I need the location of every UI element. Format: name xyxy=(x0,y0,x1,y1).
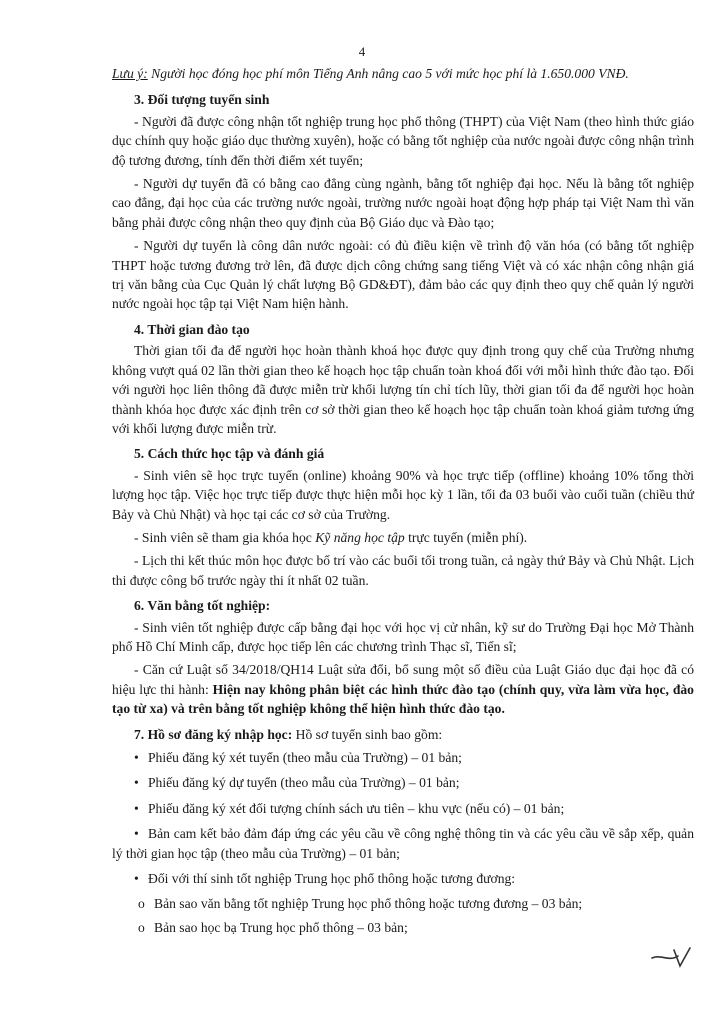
s4-paragraph-1: Thời gian tối đa để người học hoàn thành khoá học được quy định trong quy chế của Trường nhưng không vượt quá 02 lần thời gian theo kế hoạch học tập chuẩn toàn khoá đối với mỗi hình thức đào tạo. Đối với người học liên thông đã được miễn trừ khối lượng tín chỉ tích lũy, thời gian tối đa để người học hoàn thành khóa học được xác định trên cơ sở thời gian theo kế hoạch học tập chuẩn toàn khoá giảm tương ứng với khối lượng được miễn trừ. xyxy=(112,343,694,436)
note-text: Người học đóng học phí môn Tiếng Anh nâng cao 5 với mức học phí là 1.650.000 VNĐ. xyxy=(147,66,629,81)
s3-paragraph-2: - Người dự tuyển đã có bằng cao đẳng cùng ngành, bằng tốt nghiệp đại học. Nếu là bằng tốt nghiệp cao đẳng, đại học của các trường nước ngoài, trường nước ngoài hoạt động hợp pháp tại Việt Nam thì văn bằng phải được công nhận theo quy định của Bộ Giáo dục và Đào tạo; xyxy=(112,176,694,230)
bullet-marker: • xyxy=(134,800,139,816)
section-5-heading: 5. Cách thức học tập và đánh giá xyxy=(134,446,325,462)
s6-paragraph-1: - Sinh viên tốt nghiệp được cấp bằng đại học với học vị cử nhân, kỹ sư do Trường Đại học Mở Thành phố Hồ Chí Minh cấp, được học tiếp lên các chương trình Thạc sĩ, Tiến sĩ; xyxy=(112,619,694,654)
initial-signature xyxy=(650,944,694,970)
document-body xyxy=(112,64,694,941)
section-3-heading: 3. Đối tượng tuyển sinh xyxy=(134,92,270,108)
s7-intro: Hồ sơ tuyển sinh bao gồm: xyxy=(292,726,443,742)
note-label: Lưu ý: xyxy=(112,66,148,81)
bullet-marker: • xyxy=(134,775,139,791)
course-name: Kỹ năng học tập xyxy=(315,529,405,545)
bullet-marker: • xyxy=(134,826,139,842)
s6-p2-bold: Hiện nay không phân biệt các hình thức đào tạo (chính quy, vừa làm vừa học, đào tạo từ xa) và trên bằng tốt nghiệp không thể hiện hình thức đào tạo. xyxy=(112,681,694,717)
s3-paragraph-3: - Người dự tuyển là công dân nước ngoài: có đủ điều kiện về trình độ văn hóa (có bằng tốt nghiệp THPT hoặc tương đương trở lên, đã được dịch công chứng sang tiếng Việt và có xác nhận công nhận giá trị văn bằng của Cục Quản lý chất lượng Bộ GD&ĐT), đảm bảo các quy định theo quy chế quản lý người nước ngoài học tập tại Việt Nam hiện hành. xyxy=(112,238,694,312)
sub-marker: o xyxy=(138,919,145,935)
fee-note xyxy=(112,64,694,83)
s6-paragraph-2 xyxy=(112,660,694,718)
sub-marker: o xyxy=(138,896,145,912)
list-item: • Phiếu đăng ký dự tuyển (theo mẫu của Trường) – 01 bản; xyxy=(112,773,694,792)
sub-list-item: o Bản sao văn bằng tốt nghiệp Trung học phổ thông hoặc tương đương – 03 bản; xyxy=(112,894,694,913)
list-item: • Phiếu đăng ký xét tuyển (theo mẫu của Trường) – 01 bản; xyxy=(112,748,694,767)
s5-p2-post: trực tuyến (miễn phí). xyxy=(404,529,528,545)
section-4-heading: 4. Thời gian đào tạo xyxy=(134,321,250,337)
section-6-heading: 6. Văn bằng tốt nghiệp: xyxy=(134,598,271,614)
s5-paragraph-1: - Sinh viên sẽ học trực tuyến (online) khoảng 90% và học trực tiếp (offline) khoảng 10% tổng thời lượng học tập. Việc học trực tiếp được thực hiện mỗi học kỳ 1 lần, tối đa 03 buổi vào cuối tuần (chiều thứ Bảy và Chủ Nhật) và học tại các cơ sở của Trường. xyxy=(112,467,694,522)
list-item: • Phiếu đăng ký xét đối tượng chính sách ưu tiên – khu vực (nếu có) – 01 bản; xyxy=(112,799,694,818)
s3-paragraph-1: - Người đã được công nhận tốt nghiệp trung học phổ thông (THPT) của Việt Nam (theo hình thức giáo dục chính quy hoặc giáo dục thường xuyên), hoặc có bằng tốt nghiệp của nước ngoài được công nhận trình độ tương đương, tính đến thời điểm xét tuyển; xyxy=(112,113,694,168)
s6-p2-pre: - Căn cứ Luật số 34/2018/QH14 Luật sửa đổi, bổ sung một số điều của Luật Giáo dục đại học đã có hiệu lực thi hành: xyxy=(112,662,694,697)
bullet-marker: • xyxy=(134,871,139,887)
sub-list-item: o Bản sao học bạ Trung học phổ thông – 03 bản; xyxy=(112,918,694,937)
dossier-list xyxy=(112,748,694,888)
list-item: • Đối với thí sinh tốt nghiệp Trung học phổ thông hoặc tương đương: xyxy=(112,869,694,888)
s5-p2-pre: - Sinh viên sẽ tham gia khóa học xyxy=(134,529,316,545)
section-7-heading: 7. Hồ sơ đăng ký nhập học: xyxy=(134,726,293,742)
s5-paragraph-3: - Lịch thi kết thúc môn học được bố trí vào các buổi tối trong tuần, cả ngày thứ Bảy và Chủ Nhật. Lịch thi được công bố trước ngày thi ít nhất 02 tuần. xyxy=(112,553,694,588)
sub-list xyxy=(112,894,694,937)
page-number: 4 xyxy=(358,44,366,59)
s5-paragraph-2 xyxy=(112,528,694,547)
section-7-heading-line xyxy=(112,725,694,744)
list-item: • Bản cam kết bảo đảm đáp ứng các yêu cầu về công nghệ thông tin và các yêu cầu về sắp xếp, quản lý thời gian học tập (theo mẫu của Trường) – 01 bản; xyxy=(112,826,694,861)
bullet-marker: • xyxy=(134,750,139,765)
